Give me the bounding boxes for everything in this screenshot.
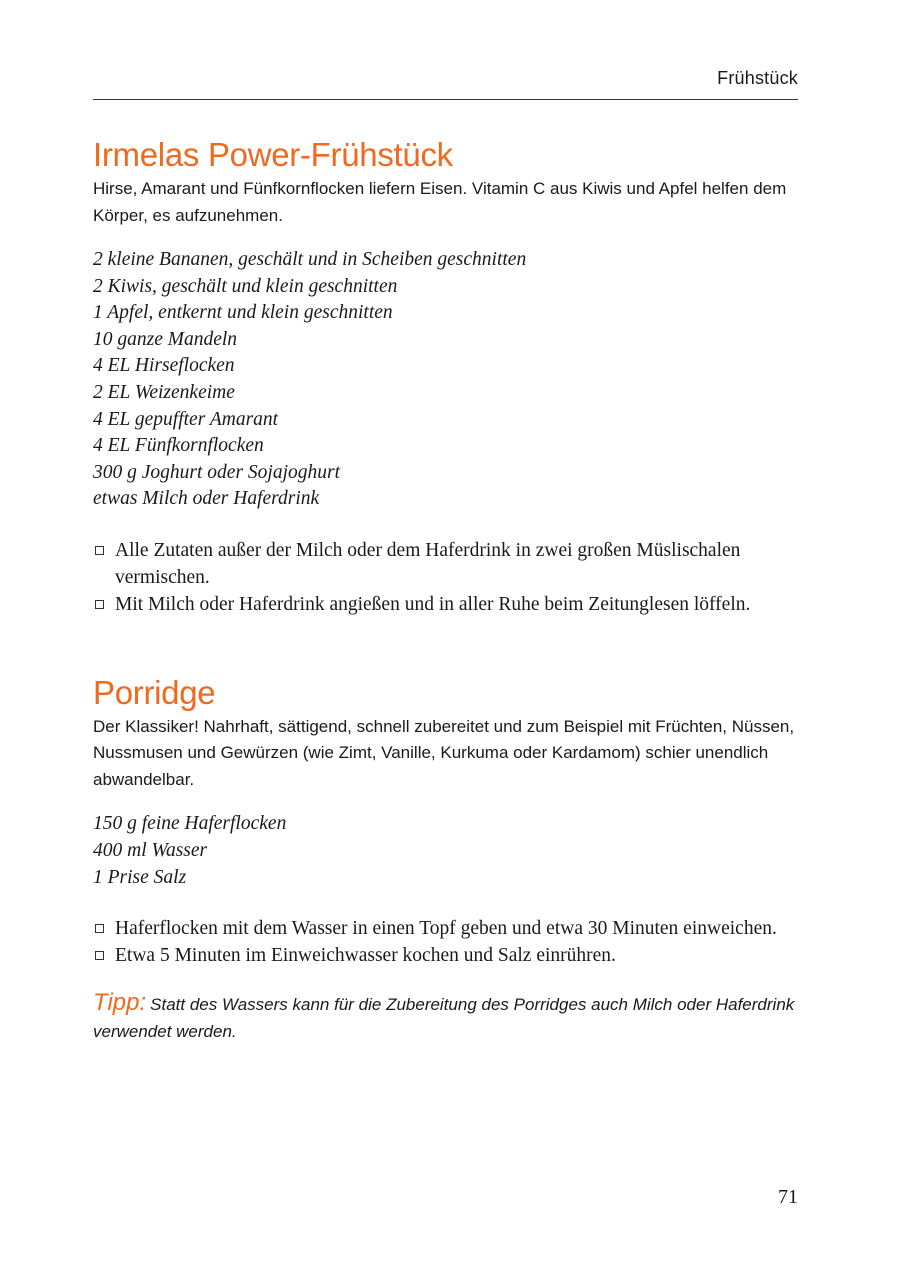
- step-text: Etwa 5 Minuten im Einweichwasser kochen und Salz einrühren.: [115, 945, 616, 967]
- checkbox-icon: [95, 600, 104, 609]
- step-item: [93, 942, 798, 969]
- recipe-title: Irmelas Power-Frühstück: [93, 136, 453, 173]
- step-text: Alle Zutaten außer der Milch oder dem Haferdrink in zwei großen Müslischalen vermischen.: [115, 539, 741, 588]
- ingredient-list: [93, 811, 798, 891]
- recipe-intro: Der Klassiker! Nahrhaft, sättigend, schnell zubereitet und zum Beispiel mit Früchten, Nüssen, Nussmusen und Gewürzen (wie Zimt, Vanille, Kurkuma oder Kardamom) schier unendlich abwandelbar.: [93, 716, 795, 789]
- step-item: [93, 591, 798, 618]
- step-text: Haferflocken mit dem Wasser in einen Topf geben und etwa 30 Minuten einweichen.: [115, 918, 777, 940]
- page-number: 71: [778, 1186, 798, 1208]
- checkbox-icon: [95, 951, 104, 960]
- ingredient-item: 400 ml Wasser: [93, 840, 208, 862]
- ingredient-item: 4 EL Hirseflocken: [93, 355, 235, 377]
- tip-label: Tipp:: [93, 989, 147, 1017]
- step-list: [93, 537, 798, 618]
- tip-text: Statt des Wassers kann für die Zubereitung des Porridges auch Milch oder Haferdrink verwendet werden.: [93, 995, 795, 1042]
- ingredient-item: 2 Kiwis, geschält und klein geschnitten: [93, 275, 398, 297]
- ingredient-item: etwas Milch oder Haferdrink: [93, 488, 320, 510]
- ingredient-item: 4 EL Fünfkornflocken: [93, 435, 264, 457]
- ingredient-list: [93, 247, 798, 513]
- step-item: [93, 537, 798, 591]
- ingredient-item: 2 kleine Bananen, geschält und in Scheiben geschnitten: [93, 249, 527, 270]
- running-header: [93, 68, 798, 100]
- ingredient-item: 4 EL gepuffter Amarant: [93, 408, 279, 430]
- ingredient-item: 1 Apfel, entkernt und klein geschnitten: [93, 302, 393, 324]
- checkbox-icon: [95, 924, 104, 933]
- ingredient-item: 10 ganze Mandeln: [93, 328, 238, 350]
- recipe-power-fruehstueck: [93, 134, 798, 618]
- step-item: [93, 915, 798, 942]
- ingredient-item: 300 g Joghurt oder Sojajoghurt: [93, 461, 340, 483]
- ingredient-item: 1 Prise Salz: [93, 866, 187, 888]
- step-text: Mit Milch oder Haferdrink angießen und in aller Ruhe beim Zeitunglesen löffeln.: [115, 593, 751, 615]
- section-title: Frühstück: [717, 68, 798, 88]
- tip-box: [93, 989, 798, 1045]
- ingredient-item: 2 EL Weizenkeime: [93, 381, 235, 403]
- recipe-intro: Hirse, Amarant und Fünfkornflocken liefern Eisen. Vitamin C aus Kiwis und Apfel helfen dem Körper, es aufzunehmen.: [93, 179, 787, 225]
- page-content: [93, 134, 798, 1045]
- recipe-title: Porridge: [93, 673, 216, 711]
- checkbox-icon: [95, 546, 104, 555]
- ingredient-item: 150 g feine Haferflocken: [93, 813, 287, 835]
- step-list: [93, 915, 798, 969]
- recipe-porridge: [93, 672, 798, 1045]
